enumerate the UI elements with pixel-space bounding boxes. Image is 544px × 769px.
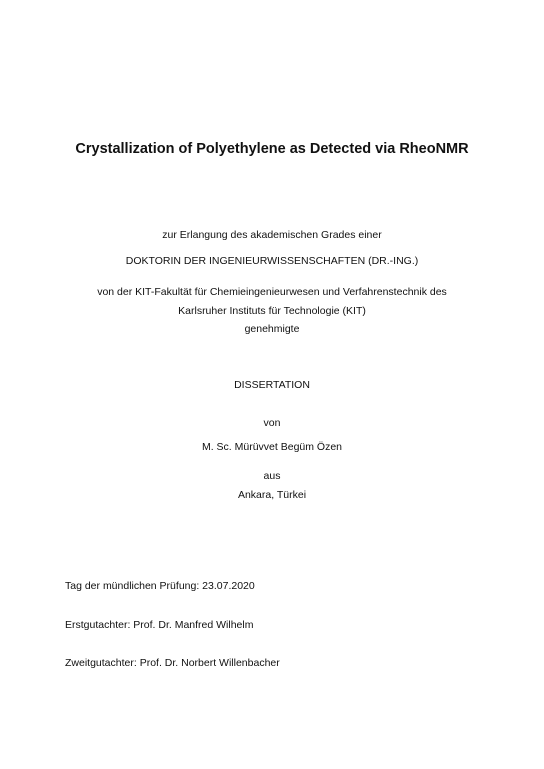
author-origin: Ankara, Türkei (237, 489, 307, 501)
second-reviewer: Zweitgutachter: Prof. Dr. Norbert Willenbacher (65, 657, 280, 669)
faculty-line-2: Karlsruher Instituts für Technologie (KIT) (178, 305, 366, 317)
document-type: DISSERTATION (234, 379, 310, 391)
dissertation-title: Crystallization of Polyethylene as Detected via RheoNMR (75, 141, 469, 157)
from-label: aus (263, 470, 281, 482)
degree-intro: zur Erlangung des akademischen Grades einer (162, 229, 382, 241)
exam-date: Tag der mündlichen Prüfung: 23.07.2020 (65, 580, 255, 592)
by-label: von (263, 417, 281, 429)
author-name: M. Sc. Mürüvvet Begüm Özen (201, 441, 343, 453)
faculty-line-1: von der KIT-Fakultät für Chemieingenieurwesen und Verfahrenstechnik des (97, 286, 447, 298)
degree-name: DOKTORIN DER INGENIEURWISSENSCHAFTEN (DR.-ING.) (125, 255, 419, 267)
approved-label: genehmigte (244, 323, 300, 335)
first-reviewer: Erstgutachter: Prof. Dr. Manfred Wilhelm (65, 619, 254, 631)
